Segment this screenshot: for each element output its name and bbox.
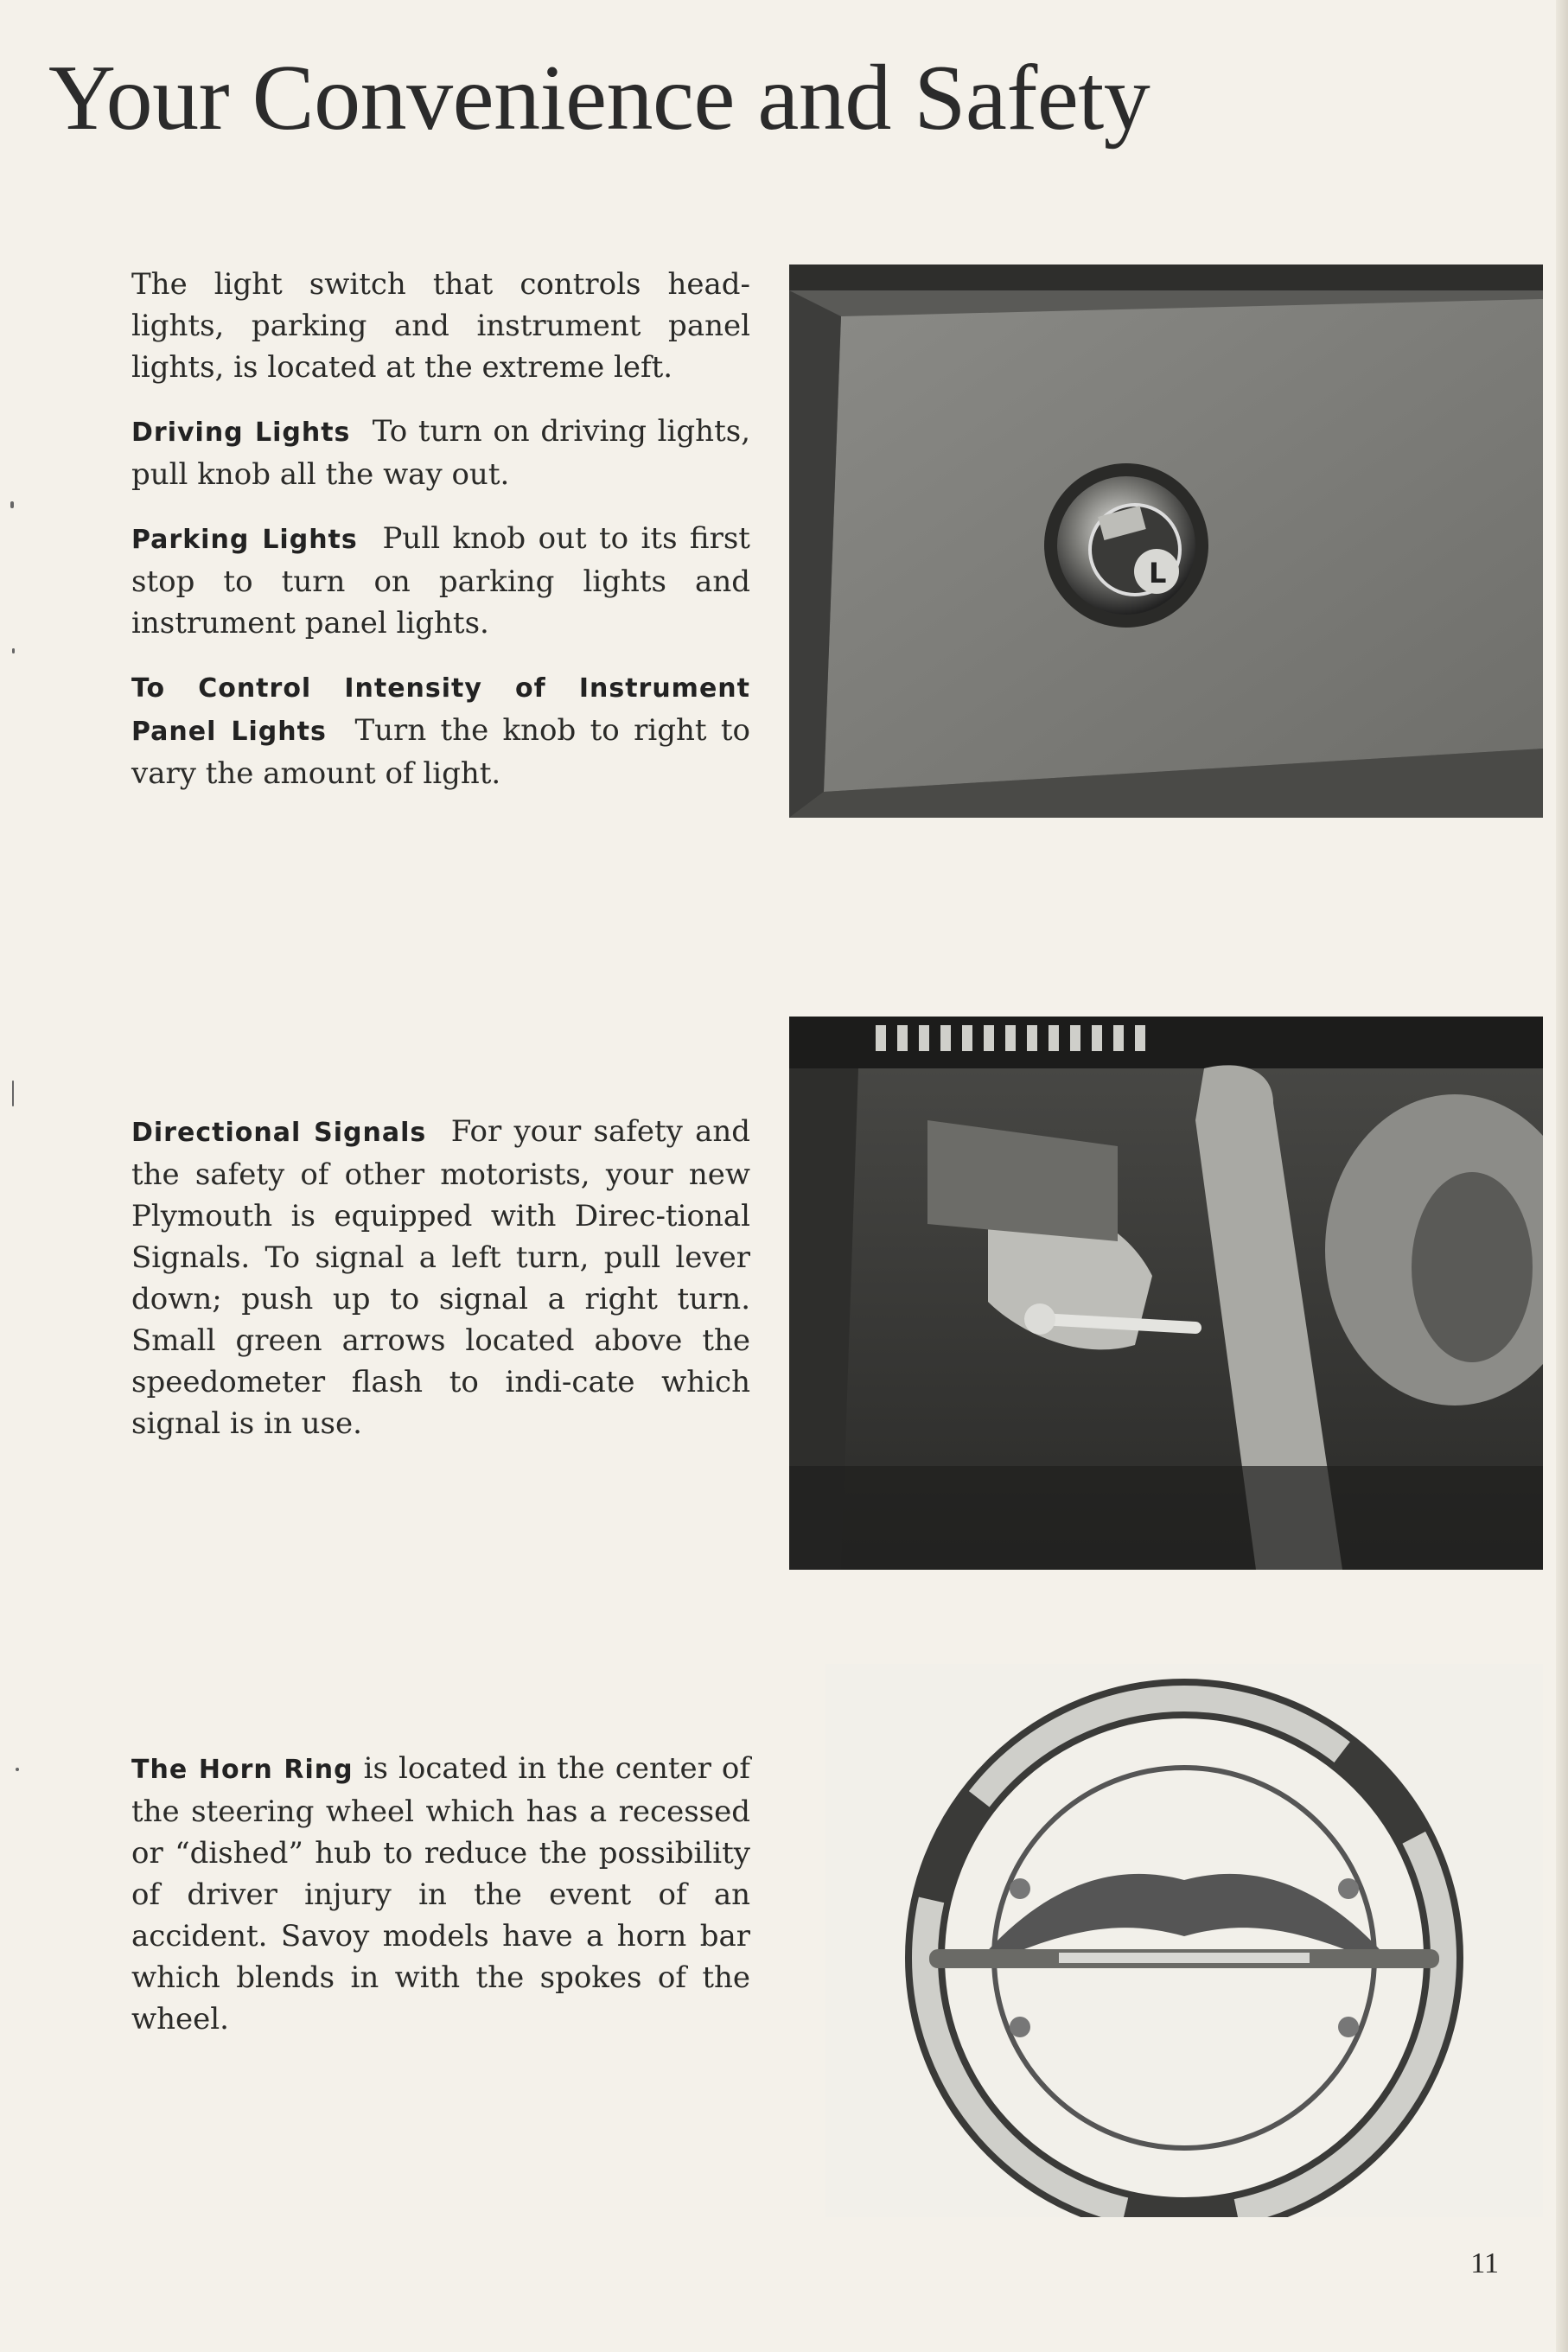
driving-lights-text: To turn on driving lights, pull knob all the way out. bbox=[131, 414, 750, 492]
driving-lights-label: Driving Lights bbox=[131, 417, 351, 448]
driving-lights-paragraph bbox=[131, 411, 750, 495]
light-switch-intro: The light switch that controls head-lights, parking and instrument panel lights, is located at the extreme left. bbox=[131, 267, 750, 385]
horn-text: is located in the center of the steering wheel which has a recessed or “dished” hub to reduce the possibility of driver injury in the event of an accident. Savoy models have a horn bar which blends in with the spokes of the wheel. bbox=[131, 1751, 750, 2036]
parking-lights-paragraph bbox=[131, 518, 750, 644]
page-number: 11 bbox=[1470, 2247, 1499, 2279]
page-title: Your Convenience and Safety bbox=[48, 47, 1151, 150]
directional-signals-section bbox=[131, 1111, 750, 1467]
light-switch-photo bbox=[789, 265, 1543, 818]
directional-signal-photo bbox=[789, 1017, 1543, 1570]
margin-mark bbox=[12, 648, 15, 653]
light-switch-section bbox=[131, 264, 750, 817]
directional-paragraph bbox=[131, 1111, 750, 1444]
knob-letter: L bbox=[1149, 557, 1167, 590]
horn-label: The Horn Ring bbox=[131, 1755, 354, 1785]
margin-mark bbox=[12, 1080, 14, 1106]
directional-text: For your safety and the safety of other motorists, your new Plymouth is equipped with Direc-tional Signals. To signal a left turn, pull lever down; push up to signal a right turn. Small green arrows located above the speedometer flash to indi-cate which signal is in use. bbox=[131, 1114, 751, 1441]
directional-label: Directional Signals bbox=[131, 1118, 427, 1148]
parking-lights-label: Parking Lights bbox=[131, 525, 358, 555]
page-edge bbox=[1556, 0, 1568, 2352]
intensity-label: To Control Intensity of Instrument Panel Lights bbox=[131, 673, 750, 747]
horn-ring-section bbox=[131, 1748, 750, 2062]
margin-mark bbox=[16, 1768, 19, 1771]
intensity-text: Turn the knob to right to vary the amount of light. bbox=[131, 713, 750, 791]
parking-lights-text: Pull knob out to its first stop to turn on parking lights and instrument panel lights. bbox=[131, 521, 750, 641]
margin-mark bbox=[10, 501, 14, 508]
steering-wheel-photo bbox=[825, 1664, 1543, 2217]
intensity-paragraph bbox=[131, 666, 750, 794]
horn-paragraph bbox=[131, 1748, 750, 2040]
